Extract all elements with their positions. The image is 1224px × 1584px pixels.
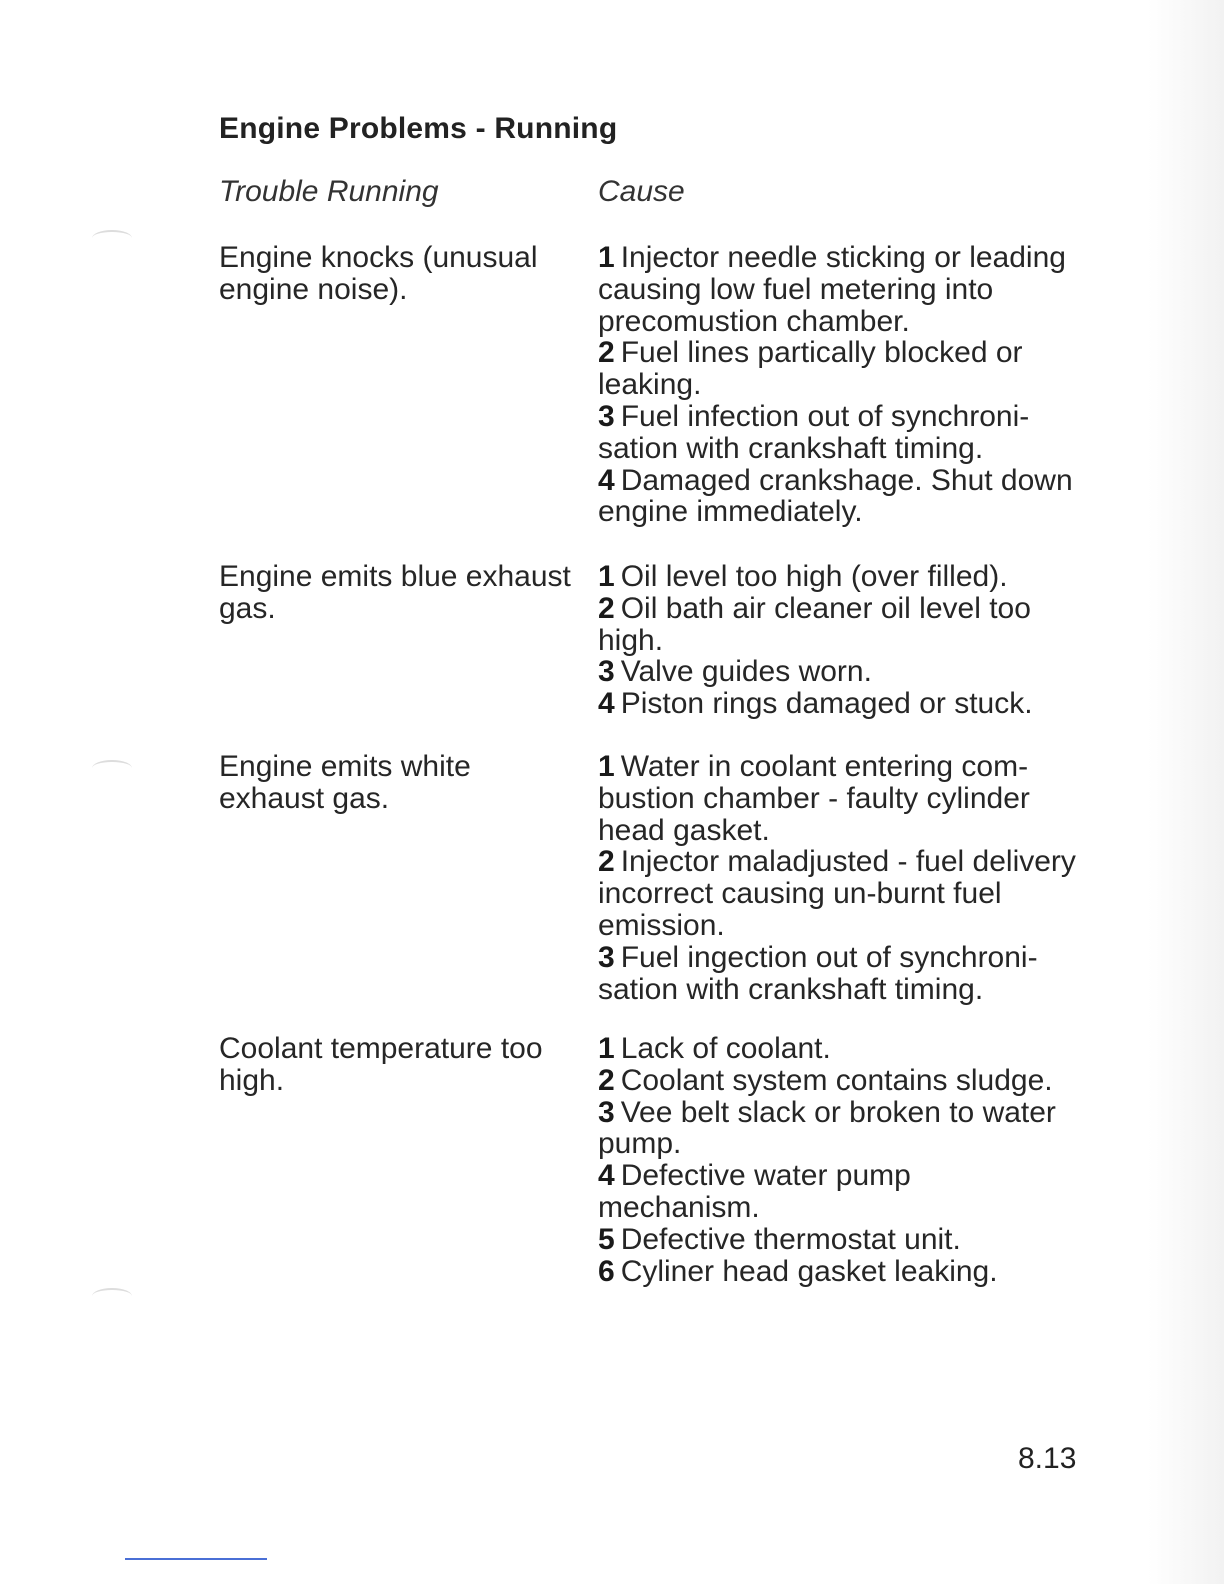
cause-number: 1 (598, 241, 615, 274)
page-number: 8.13 (1018, 1442, 1077, 1475)
cause-text: Fuel infection out of synchroni-sation with crankshaft timing. (598, 399, 1030, 465)
cause-text: Injector maladjusted - fuel delivery incorrect causing un-burnt fuel emission. (598, 845, 1076, 942)
cause-number: 2 (598, 336, 615, 370)
cause-number: 2 (598, 845, 615, 879)
cause-text: Fuel lines partically blocked or leaking. (598, 336, 1023, 402)
cause-item (598, 751, 1078, 846)
cause-item (598, 846, 1078, 941)
cause-number: 2 (598, 1063, 615, 1097)
cause-list (598, 242, 1078, 528)
cause-item (598, 465, 1078, 529)
cause-item (598, 688, 1078, 720)
cause-item (598, 561, 1078, 593)
trouble-description: Engine emits blue exhaust gas. (219, 560, 571, 625)
cause-text: Water in coolant entering com-bustion chamber - faulty cylinder head gasket. (598, 750, 1030, 847)
cause-text: Fuel ingection out of synchroni-sation with crankshaft timing. (598, 940, 1038, 1006)
cause-list (598, 751, 1078, 1005)
page-edge-shadow (1148, 0, 1224, 1584)
cause-text: Vee belt slack or broken to water pump. (598, 1095, 1056, 1161)
cause-item (598, 1097, 1078, 1161)
cause-item (598, 401, 1078, 465)
trouble-description: Coolant temperature too high. (219, 1032, 543, 1097)
cause-text: Valve guides worn. (620, 655, 872, 689)
cause-text: Damaged crankshage. Shut down engine immediately. (598, 463, 1073, 529)
trouble-description: Engine knocks (unusual engine noise). (219, 241, 538, 306)
cause-number: 4 (598, 1159, 615, 1193)
cause-text: Cyliner head gasket leaking. (620, 1254, 998, 1288)
cause-number: 2 (598, 591, 615, 625)
cause-number: 6 (598, 1254, 615, 1288)
column-header-trouble: Trouble Running (219, 175, 439, 208)
page-title: Engine Problems - Running (219, 112, 618, 145)
cause-text: Injector needle sticking or leading causing low fuel metering into precomustion chamber. (598, 241, 1066, 338)
cause-list (598, 561, 1078, 720)
cause-number: 5 (598, 1222, 615, 1256)
punch-hole-mark (92, 760, 132, 776)
punch-hole-mark (92, 1288, 132, 1304)
cause-text: Defective water pump mechanism. (598, 1159, 911, 1224)
cause-number: 3 (598, 940, 615, 974)
cause-item (598, 1224, 1078, 1256)
cause-number: 4 (598, 687, 615, 721)
trouble-description: Engine emits white exhaust gas. (219, 750, 471, 815)
cause-item (598, 1065, 1078, 1097)
cause-item (598, 942, 1078, 1006)
cause-number: 3 (598, 655, 615, 689)
scan-edge-line (125, 1558, 267, 1560)
cause-text: Oil bath air cleaner oil level too high. (598, 591, 1031, 657)
punch-hole-mark (92, 230, 132, 246)
cause-number: 1 (598, 1032, 615, 1065)
column-header-cause: Cause (598, 175, 685, 208)
cause-text: Coolant system contains sludge. (620, 1063, 1053, 1097)
cause-item (598, 1033, 1078, 1065)
cause-item (598, 656, 1078, 688)
cause-text: Defective thermostat unit. (620, 1222, 961, 1256)
cause-item (598, 593, 1078, 657)
cause-text: Oil level too high (over filled). (620, 560, 1008, 593)
cause-item (598, 242, 1078, 337)
cause-item (598, 337, 1078, 401)
cause-text: Piston rings damaged or stuck. (620, 687, 1033, 721)
cause-number: 3 (598, 399, 615, 433)
cause-item (598, 1160, 1078, 1224)
cause-number: 4 (598, 463, 615, 497)
cause-number: 1 (598, 750, 615, 783)
cause-item (598, 1256, 1078, 1288)
cause-number: 1 (598, 560, 615, 593)
cause-number: 3 (598, 1095, 615, 1129)
cause-text: Lack of coolant. (620, 1032, 831, 1065)
cause-list (598, 1033, 1078, 1287)
